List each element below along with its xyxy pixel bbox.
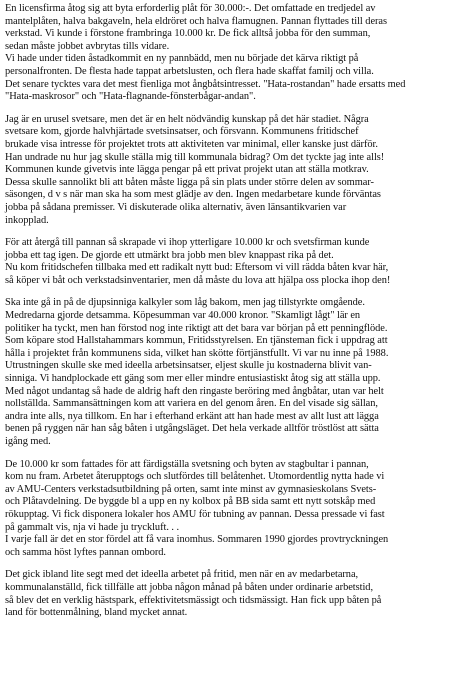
paragraph-boiler-repair: En licensfirma åtog sig att byta erforderlig plåt för 30.000:-. Det omfattade en tredjedel av mantelplåten, halva bakgaveln, hela eldröret och halva flamugnen. Pannan flyttades till deras verkstad. Vi kunde i förstone frambringa 10.000 kr. De fick alltså jobba för den summan, sedan måste jobbet avbrytas tills vidare. Vi hade under tiden åstadkommit en ny pannbädd, men nu började det kärva riktigt på personalfronten. De flesta hade tappat arbetslusten, och flera hade skaffat familj och villa. Det senare tycktes vara det mest fienliga mot ångbåtsintresset. "Hata-rostandan" hade ersatts med "Hata-maskrosor" och "Hata-flagnande-fönsterbågar-andan". [5, 3, 406, 103]
paragraph-purchase-and-volunteers: Ska inte gå in på de djupsinniga kalkyler som låg bakom, men jag tillstyrkte omgående. Medredarna gjorde detsamma. Köpesumman var 40.000 kronor. "Skamligt lågt" lär en politiker ha tyckt, men han förstod nog inte riktigt att det bara var början på ett penningflöde. Som köpare stod Hallstahammars kommun, Fritidsstyrelsen. En tjänsteman fick i uppdrag att hålla i projektet från kommunens sida, vilket han skötte förtjänstfullt. Vi var nu inne på 1988. Utrustningen skulle ske med ideella arbetsinsatser, eljest skulle ju kostnaderna blivit van- sinniga. Vi handplockade ett gäng som mer eller mindre entusiastiskt åtog sig att ställa upp. Med något undantag så hade de aldrig haft den ringaste beröring med ångbåtar, utan var helt nollställda. Sammansättningen kom att variera en del genom åren. En del visade sig sällan, andra inte alls, nya tillkom. En har i efterhand erkänt att han hade mest av allt lust att lägga benen på ryggen när han såg båten i utgångsläget. Det hela verkade alltför tröstlöst att sätta igång med. [5, 297, 389, 447]
paragraph-work-progress: Det gick ibland lite segt med det ideella arbetet på fritid, men när en av medarbetarna, kommunalanställd, fick tillfälle att jobba någon månad på båten under ordinarie arbetstid, så blev det en verklig hästspark, effektivitetsmässigt och tidsmässigt. Han fick upp båten på land för bottenmålning, bland mycket annat. [5, 569, 382, 619]
paragraph-welding-and-municipality: Jag är en urusel svetsare, men det är en helt nödvändig kunskap på det här stadiet. Några svetsare kom, gjorde halvhjärtade svetsinsatser, och försvann. Kommunens fritidschef brukade visa intresse för projektet trots att aktiviteten var minimal, eller kanske just därför. Han undrade nu hur jag skulle ställa mig till kommunala bidrag? Om det tyckte jag inte alls! Kommunen kunde givetvis inte lägga pengar på ett privat projekt utan att ställa motkrav. Dessa skulle sannolikt bli att båten måste ligga på sin plats under större delen av sommar- säsongen, d v s när man ska ha som mest glädje av den. Ingen medarbetare kunde förväntas jobba på sådana premisser. Vi diskuterade olika alternativ, även länsantikvarien var inkopplad. [5, 113, 385, 226]
paragraph-boiler-completion: De 10.000 kr som fattades för att färdigställa svetsning och byten av stagbultar i pannan, kom nu fram. Arbetet återupptogs och slutfördes till belåtenhet. Utomordentlig nytta hade vi av AMU-Centers verkstadsutbildning på orten, samt inte minst av gymnasieskolans Svets- och Plåtavdelning. De byggde bl a upp en ny kolbox på BB sida samt ett nytt sotskåp med rökupptag. Vi fick disponera lokaler hos AMU för tubning av pannan. Dessa pressade vi fast på gammalt vis, nja vi hade ju tryckluft. . . I varje fall är det en stor fördel att få vara inomhus. Sommaren 1990 gjordes provtryckningen och samma höst lyftes pannan ombord. [5, 458, 389, 558]
paragraph-new-offer: För att återgå till pannan så skrapade vi ihop ytterligare 10.000 kr och svetsfirman kunde jobba ett tag igen. De gjorde ett utmärkt bra jobb men blev knappast rika på det. Nu kom fritidschefen tillbaka med ett radikalt nytt bud: Eftersom vi vill rädda båten kvar här, så köper vi båt och verkstadsinventarier, men då måste du lova att hjälpa oss plocka ihop den! [5, 237, 391, 286]
